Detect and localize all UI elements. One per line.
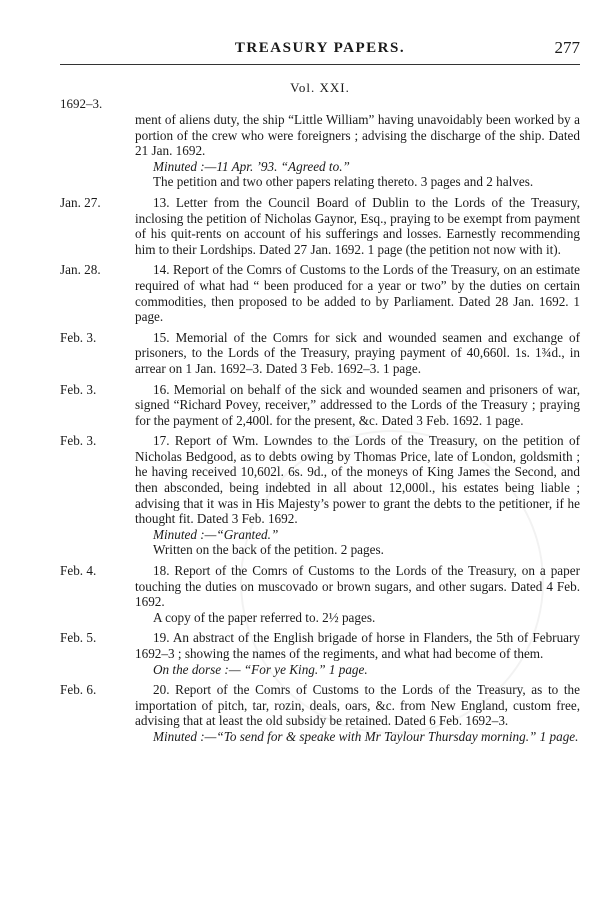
margin-date-year: 1692–3.	[60, 96, 103, 111]
entry-minute: Minuted :—11 Apr. ’93. “Agreed to.”	[153, 158, 350, 174]
entry	[60, 630, 580, 677]
entry-date: Jan. 28.	[60, 262, 101, 278]
entry-text: 17. Report of Wm. Lowndes to the Lords of the Treasury, on the petition of Nicholas Bedgood, as to debts owing by Thomas Price, late of London, goldsmith ; he having received 10,602l. 6s. 9d., of the moneys of King James the Second, and then absconded, being indebted in all about 12,000l., his estates being liable ; advising that it was in His Majesty’s power to grant the debts to the petitioner, if he thought fit. Dated 3 Feb. 1692.	[135, 433, 580, 527]
entry-text: 15. Memorial of the Comrs for sick and wounded seamen and exchange of prisoners, to the Lords of the Treasury, praying payment of 40,660l. 1s. 1¾d., in arrear on 1 Jan. 1692–3. Dated 3 Feb. 1692–3. 1 page.	[135, 329, 580, 376]
entry	[60, 194, 580, 257]
entry-date: Feb. 3.	[60, 381, 97, 397]
entry-text: 19. An abstract of the English brigade of horse in Flanders, the 5th of February 1692–3 ; showing the names of the regiments, and what had become of them.	[135, 630, 580, 661]
entry-date: Feb. 6.	[60, 682, 97, 698]
page-number: 277	[554, 38, 580, 57]
page-header	[60, 38, 580, 62]
entry-text: 13. Letter from the Council Board of Dublin to the Lords of the Treasury, inclosing the petition of Nicholas Gaynor, Esq., praying to be exempt from payment of his quit-rents on account of his sufferings and losses. Earnestly recommending him to their Lordships. Dated 27 Jan. 1692. 1 page (the petition not now with it).	[135, 194, 580, 257]
entry	[60, 381, 580, 429]
entry-text: 18. Report of the Comrs of Customs to the Lords of the Treasury, on a paper touching the duties on muscovado or brown sugars, and other sugars. Dated 4 Feb. 1692.	[135, 563, 580, 610]
running-title: TREASURY PAPERS.	[234, 40, 406, 56]
header-rule	[60, 64, 580, 65]
entry-note: Written on the back of the petition. 2 pages.	[153, 542, 384, 558]
entry-date: Feb. 3.	[60, 433, 97, 449]
entries-column	[60, 112, 580, 750]
entry	[60, 329, 580, 377]
entry-text: 14. Report of the Comrs of Customs to the Lords of the Treasury, on an estimate required of what had “ been produced for a year or two” by the duties on certain commodities, then proposed to be added to by Parliament. Dated 28 Jan. 1692. 1 page.	[135, 262, 580, 325]
entry-date: Feb. 5.	[60, 630, 97, 646]
entry-date: Jan. 27.	[60, 194, 101, 210]
entry-minute: On the dorse :— “For ye King.” 1 page.	[153, 661, 368, 677]
volume-heading: Vol. XXI.	[290, 80, 350, 95]
entry	[60, 262, 580, 325]
entry-minute: Minuted :—“Granted.”	[153, 526, 279, 542]
entry	[60, 433, 580, 558]
entry-text: 16. Memorial on behalf of the sick and wounded seamen and prisoners of war, signed “Richard Povey, receiver,” addressed to the Lords of the Treasury ; praying for the payment of 2,400l. for the present, &c. Dated 3 Feb. 1692. 1 page.	[135, 381, 580, 428]
entry-text: ment of aliens duty, the ship “Little William” having unavoidably been worked by a portion of the crew who were foreigners ; advising the discharge of the ship. Dated 21 Jan. 1692.	[135, 112, 580, 159]
entry-date: Feb. 4.	[60, 563, 97, 579]
entry	[60, 682, 580, 744]
entry-minute: Minuted :—“To send for & speake with Mr Taylour Thursday morning.” 1 page.	[153, 728, 579, 744]
entry-date: Feb. 3.	[60, 329, 97, 345]
entry-text: 20. Report of the Comrs of Customs to the Lords of the Treasury, as to the importation of pitch, tar, rozin, deals, oars, &c. from New England, custom free, advising that at least the old subsidy be retained. Dated 6 Feb. 1692–3.	[135, 682, 580, 729]
entry-note: A copy of the paper referred to. 2½ pages.	[153, 609, 376, 625]
entry	[135, 112, 580, 190]
entry-note: The petition and two other papers relating thereto. 3 pages and 2 halves.	[153, 174, 534, 190]
entry	[60, 563, 580, 625]
